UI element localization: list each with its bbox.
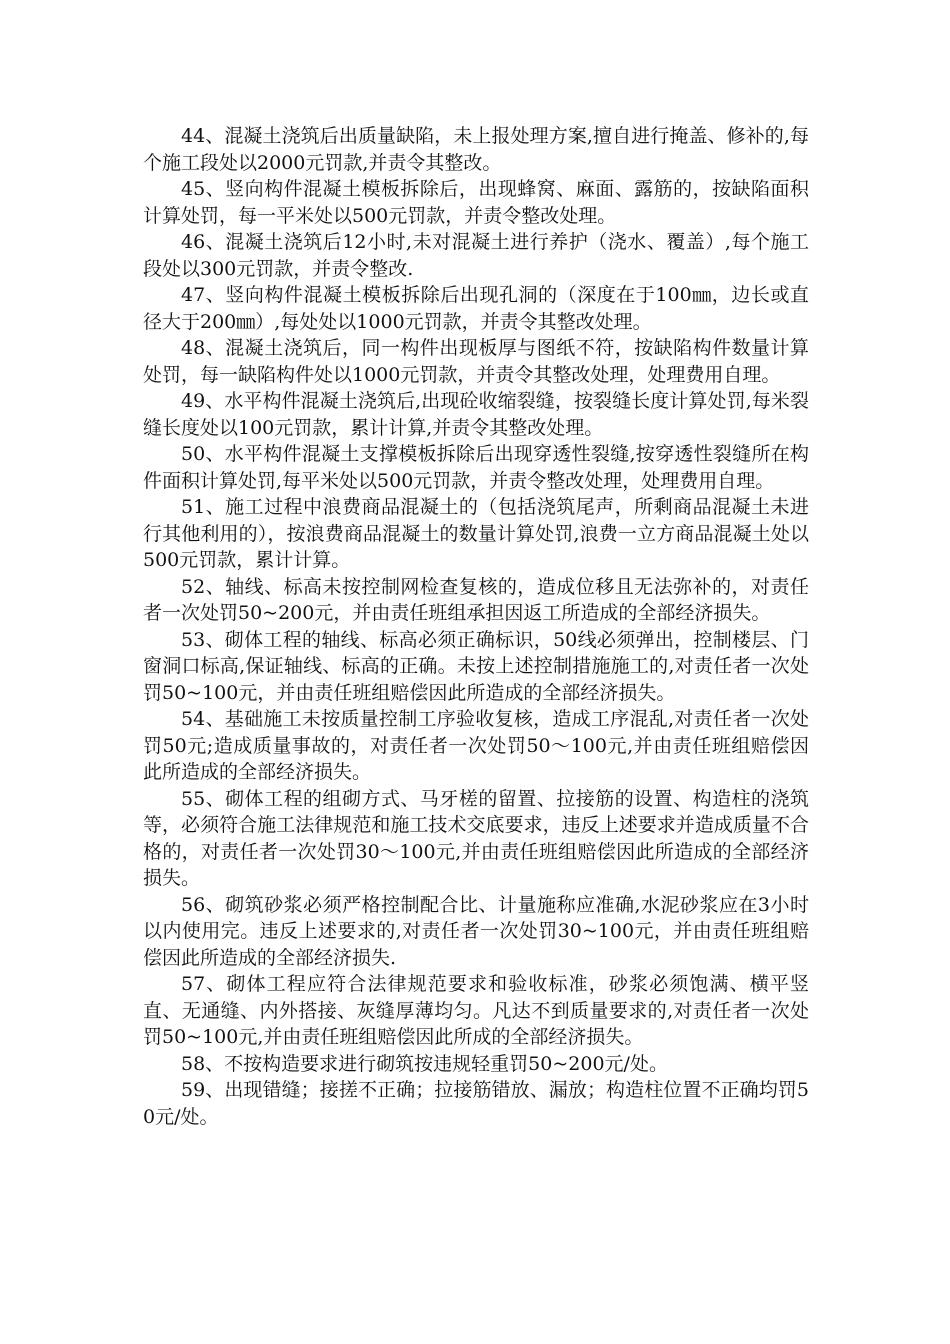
- clause-50: 50、水平构件混凝土支撑模板拆除后出现穿透性裂缝,按穿透性裂缝所在构件面积计算处罚,每平米处以500元罚款，并责令整改处理，处理费用自理。: [143, 443, 809, 492]
- clause-51: 51、施工过程中浪费商品混凝土的（包括浇筑尾声，所剩商品混凝土未进行其他利用的），按浪费商品混凝土的数量计算处罚,浪费一立方商品混凝土处以500元罚款，累计计算。: [143, 496, 809, 571]
- document-body: [143, 123, 809, 1130]
- clause-59: 59、出现错缝；接搓不正确；拉接筋错放、漏放；构造柱位置不正确均罚50元/处。: [143, 1079, 809, 1128]
- clause-44: 44、混凝土浇筑后出质量缺陷，未上报处理方案,擅自进行掩盖、修补的,每个施工段处以2000元罚款,并责令其整改。: [143, 125, 809, 174]
- clause-53: 53、砌体工程的轴线、标高必须正确标识，50线必须弹出，控制楼层、门窗洞口标高,保证轴线、标高的正确。未按上述控制措施施工的,对责任者一次处罚50~100元，并由责任班组赔偿因此所造成的全部经济损失。: [143, 628, 809, 704]
- clause-49: 49、水平构件混凝土浇筑后,出现砼收缩裂缝，按裂缝长度计算处罚,每米裂缝长度处以100元罚款，累计计算,并责令其整改处理。: [143, 390, 809, 439]
- clause-58: 58、不按构造要求进行砌筑按违规轻重罚50~200元/处。: [181, 1052, 668, 1075]
- clause-56: 56、砌筑砂浆必须严格控制配合比、计量施称应准确,水泥砂浆应在3小时以内使用完。违反上述要求的,对责任者一次处罚30~100元，并由责任班组赔偿因此所造成的全部经济损失.: [143, 893, 809, 969]
- clause-47: 47、竖向构件混凝土模板拆除后出现孔洞的（深度在于100㎜，边长或直径大于200㎜）,每处处以1000元罚款，并责令其整改处理。: [143, 284, 809, 333]
- clause-48: 48、混凝土浇筑后，同一构件出现板厚与图纸不符，按缺陷构件数量计算处罚，每一缺陷构件处以1000元罚款，并责令其整改处理，处理费用自理。: [143, 337, 809, 386]
- clause-57: 57、砌体工程应符合法律规范要求和验收标准，砂浆必须饱满、横平竖直、无通缝、内外搭接、灰缝厚薄均匀。凡达不到质量要求的,对责任者一次处罚50~100元,并由责任班组赔偿因此所成的全部经济损失。: [143, 973, 809, 1048]
- clause-52: 52、轴线、标高未按控制网检查复核的，造成位移且无法弥补的，对责任者一次处罚50~200元，并由责任班组承担因返工所造成的全部经济损失。: [143, 575, 809, 624]
- clause-55: 55、砌体工程的组砌方式、马牙槎的留置、拉接筋的设置、构造柱的浇筑等，必须符合施工法律规范和施工技术交底要求，违反上述要求并造成质量不合格的，对责任者一次处罚30～100元,并由责任班组赔偿因此所造成的全部经济损失。: [143, 787, 809, 889]
- clause-45: 45、竖向构件混凝土模板拆除后，出现蜂窝、麻面、露筋的，按缺陷面积计算处罚，每一平米处以500元罚款，并责令整改处理。: [143, 178, 809, 227]
- clause-54: 54、基础施工未按质量控制工序验收复核，造成工序混乱,对责任者一次处罚50元;造成质量事故的，对责任者一次处罚50～100元,并由责任班组赔偿因此所造成的全部经济损失。: [143, 708, 809, 783]
- clause-46: 46、混凝土浇筑后12小时,未对混凝土进行养护（浇水、覆盖）,每个施工段处以300元罚款，并责令整改.: [143, 231, 809, 280]
